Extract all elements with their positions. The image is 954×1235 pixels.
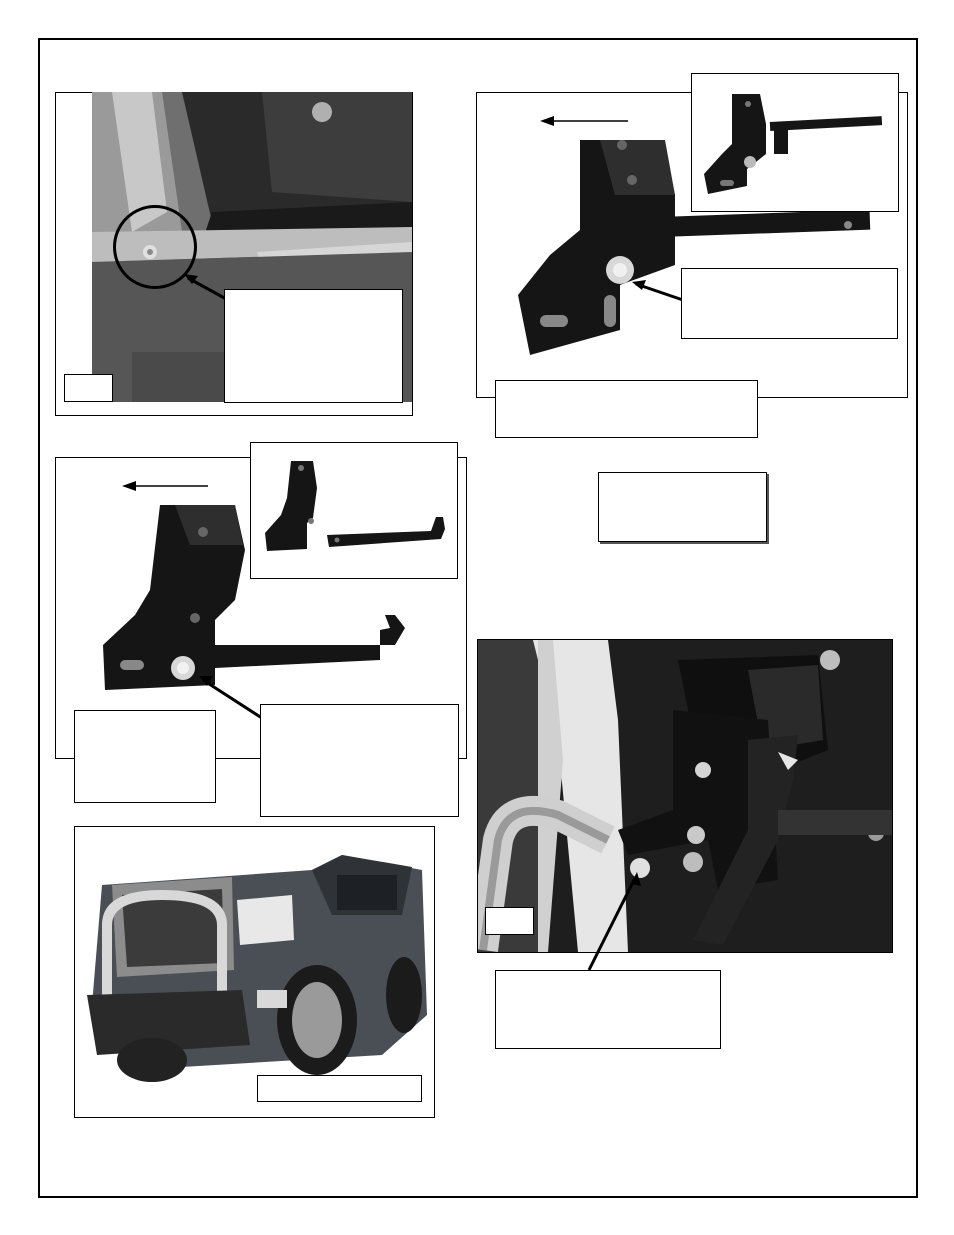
figure-2-inset: [691, 73, 899, 212]
figure-3-callout-left: [74, 710, 216, 803]
figure-1-label: [64, 374, 113, 402]
figure-2-pointer-line: [628, 272, 688, 302]
figure-3-inset: [250, 442, 458, 579]
figure-5-panel: [477, 639, 893, 953]
figure-3-inset-drawing: [251, 443, 457, 578]
arrow-left-icon: [122, 478, 212, 494]
figure-5-pointer-line: [585, 868, 645, 973]
figure-2-caption: [495, 380, 758, 438]
note-box: [598, 472, 767, 542]
figure-5-callout: [495, 970, 721, 1049]
figure-2-inset-drawing: [692, 74, 898, 211]
figure-4-truck-photo: [82, 855, 427, 1090]
arrow-left-icon: [540, 113, 630, 129]
figure-3-callout-right: [260, 704, 459, 817]
figure-4-caption: [257, 1075, 422, 1102]
figure-5-label: [485, 907, 534, 935]
figure-5-photo: [478, 640, 892, 952]
figure-2-callout: [681, 268, 898, 339]
figure-1-callout: [224, 289, 403, 403]
